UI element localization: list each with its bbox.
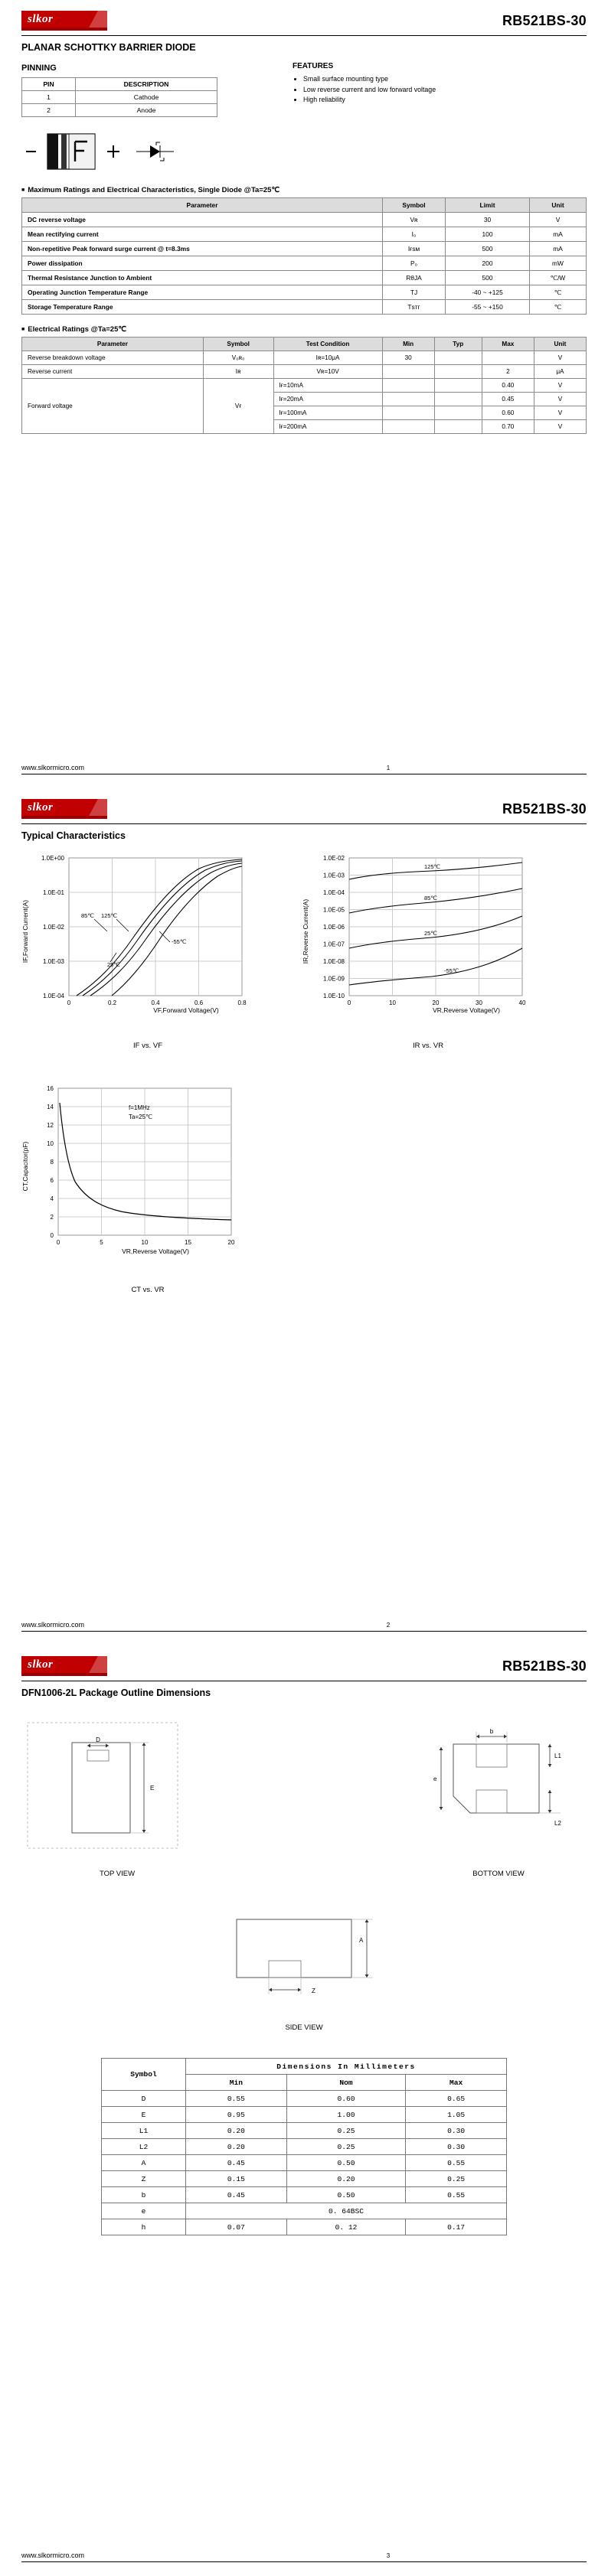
col-symbol: Symbol	[383, 198, 446, 213]
row-typ	[434, 420, 482, 434]
row-limit: 30	[446, 213, 530, 227]
dims-span-value: 0. 64BSC	[186, 2203, 507, 2219]
row-limit: -40 ~ +125	[446, 285, 530, 300]
row-unit: V	[534, 420, 586, 434]
package-symbol-svg	[21, 128, 274, 175]
page-3-footer	[21, 2552, 587, 2562]
footer-website: www.slkormicro.com	[21, 2552, 85, 2559]
side-view-block	[21, 1901, 587, 2032]
dims-min: 0.15	[186, 2171, 287, 2187]
svg-text:1.0E-01: 1.0E-01	[42, 889, 64, 896]
svg-text:IR,Reverse Current(A): IR,Reverse Current(A)	[302, 898, 309, 964]
row-typ	[434, 393, 482, 406]
table-row	[22, 365, 587, 379]
svg-text:L2: L2	[554, 1820, 561, 1827]
pin-1-desc: Cathode	[76, 91, 217, 104]
col-max: Max	[482, 337, 534, 351]
row-unit: V	[530, 213, 587, 227]
table-row	[102, 2187, 507, 2203]
row-parameter: Reverse breakdown voltage	[22, 351, 204, 365]
row-parameter: DC reverse voltage	[22, 213, 383, 227]
row-limit: 200	[446, 256, 530, 271]
svg-text:IF,Forward Current(A): IF,Forward Current(A)	[21, 899, 29, 964]
row-max: 0.45	[482, 393, 534, 406]
pinning-col-pin: PIN	[22, 78, 76, 91]
elec-ratings-heading: ■ Electrical Ratings @Ta=25℃	[21, 325, 587, 334]
col-min: Min	[382, 337, 434, 351]
row-symbol: TЈ	[383, 285, 446, 300]
side-view-drawing	[189, 1901, 419, 2016]
row-unit: ℃	[530, 300, 587, 315]
svg-text:2: 2	[50, 1214, 54, 1221]
table-row	[22, 300, 587, 315]
svg-text:Z: Z	[312, 1987, 315, 1994]
row-unit: mA	[530, 242, 587, 256]
dims-col-min: Min	[186, 2075, 287, 2091]
svg-text:8: 8	[50, 1159, 54, 1166]
logo-text: slkor	[28, 1658, 54, 1671]
dims-symbol: e	[102, 2203, 186, 2219]
electrical-ratings-table	[21, 337, 587, 434]
svg-text:15: 15	[185, 1239, 191, 1246]
svg-text:40: 40	[518, 999, 526, 1006]
svg-text:e: e	[433, 1775, 437, 1782]
svg-text:0.4: 0.4	[151, 999, 160, 1006]
row-min: 30	[382, 351, 434, 365]
page-2	[0, 788, 608, 1645]
dims-min: 0.07	[186, 2219, 287, 2235]
dims-symbol: L1	[102, 2123, 186, 2139]
row-unit: μA	[534, 365, 586, 379]
row-unit: mW	[530, 256, 587, 271]
row-symbol: V₀ʀ₀	[203, 351, 273, 365]
header-divider	[21, 823, 587, 824]
page-title: PLANAR SCHOTTKY BARRIER DIODE	[21, 42, 196, 53]
col-limit: Limit	[446, 198, 530, 213]
page-1-header	[21, 0, 587, 35]
page-1-footer	[21, 764, 587, 774]
logo-bar	[21, 1673, 107, 1676]
row-min	[382, 393, 434, 406]
row-max: 0.70	[482, 420, 534, 434]
svg-text:A: A	[359, 1937, 364, 1944]
dims-symbol: b	[102, 2187, 186, 2203]
header-divider	[21, 35, 587, 36]
pinning-column	[21, 60, 274, 175]
dims-min: 0.95	[186, 2107, 287, 2123]
chart-ir-vs-vr-svg	[302, 852, 554, 1029]
table-row	[102, 2091, 507, 2107]
row-typ	[434, 406, 482, 420]
table-row	[102, 2123, 507, 2139]
svg-text:125℃: 125℃	[424, 863, 440, 870]
row-parameter: Operating Junction Temperature Range	[22, 285, 383, 300]
table-row	[22, 91, 217, 104]
table-row	[22, 227, 587, 242]
page-3-header	[21, 1645, 587, 1681]
slkor-logo	[21, 799, 107, 819]
bottom-view-block	[410, 1717, 587, 1878]
svg-text:125℃: 125℃	[101, 912, 117, 919]
dimensions-table	[101, 2058, 507, 2235]
table-row	[22, 285, 587, 300]
pinning-table	[21, 77, 217, 117]
col-parameter: Parameter	[22, 198, 383, 213]
dims-symbol: h	[102, 2219, 186, 2235]
dims-max: 1.05	[406, 2107, 507, 2123]
chart-ct-vs-vr-caption: CT vs. VR	[131, 1286, 165, 1294]
svg-text:VR,Reverse Voltage(V): VR,Reverse Voltage(V)	[122, 1247, 189, 1255]
svg-text:5: 5	[100, 1239, 103, 1246]
top-view-block	[21, 1717, 213, 1878]
row-typ	[434, 365, 482, 379]
svg-text:1.0E-02: 1.0E-02	[322, 855, 345, 862]
dims-symbol: D	[102, 2091, 186, 2107]
table-header-row	[22, 198, 587, 213]
svg-text:10: 10	[47, 1140, 54, 1147]
svg-text:12: 12	[47, 1122, 54, 1129]
dims-nom: 0.50	[286, 2187, 405, 2203]
list-item: • Small surface mounting type	[303, 74, 587, 85]
col-parameter: Parameter	[22, 337, 204, 351]
table-row	[22, 379, 587, 393]
footer-website: www.slkormicro.com	[21, 1621, 85, 1629]
row-typ	[434, 351, 482, 365]
dims-nom: 0.25	[286, 2139, 405, 2155]
dims-group-header: Dimensions In Millimeters	[186, 2059, 507, 2075]
bottom-view-drawing	[410, 1717, 587, 1862]
svg-text:14: 14	[47, 1104, 54, 1110]
charts-row	[21, 852, 587, 1050]
table-row	[102, 2139, 507, 2155]
row-symbol: P₀	[383, 256, 446, 271]
dims-min: 0.45	[186, 2187, 287, 2203]
dims-min: 0.20	[186, 2139, 287, 2155]
chart-ir-vs-vr-caption: IR vs. VR	[412, 1042, 444, 1050]
col-typ: Typ	[434, 337, 482, 351]
svg-text:85℃: 85℃	[81, 912, 94, 919]
dims-max: 0.55	[406, 2187, 507, 2203]
chart-ct-vs-vr	[21, 1082, 274, 1294]
svg-text:1.0E-03: 1.0E-03	[42, 958, 64, 965]
col-unit: Unit	[534, 337, 586, 351]
chart-ct-vs-vr-svg	[21, 1082, 274, 1273]
row-unit: ℃/W	[530, 271, 587, 285]
svg-text:6: 6	[50, 1177, 54, 1184]
dims-nom: 0.20	[286, 2171, 405, 2187]
side-view-caption: SIDE VIEW	[285, 2023, 323, 2032]
row-min	[382, 420, 434, 434]
svg-text:1.0E+00: 1.0E+00	[41, 855, 64, 862]
row-parameter: Storage Temperature Range	[22, 300, 383, 315]
svg-text:E: E	[150, 1785, 155, 1792]
row-limit: -55 ~ +150	[446, 300, 530, 315]
row-symbol: RθЈА	[383, 271, 446, 285]
dims-col-max: Max	[406, 2075, 507, 2091]
logo-bar	[21, 28, 107, 31]
row-max: 0.40	[482, 379, 534, 393]
svg-text:30: 30	[476, 999, 482, 1006]
svg-text:D: D	[96, 1736, 100, 1743]
pinning-heading: PINNING	[21, 64, 57, 73]
svg-text:25℃: 25℃	[424, 930, 437, 937]
row-typ	[434, 379, 482, 393]
max-ratings-table	[21, 197, 587, 315]
row-unit: V	[534, 351, 586, 365]
svg-text:1.0E-10: 1.0E-10	[322, 993, 345, 999]
row-max: 0.60	[482, 406, 534, 420]
svg-text:1.0E-09: 1.0E-09	[322, 975, 345, 983]
dims-col-symbol: Symbol	[102, 2059, 186, 2091]
row-parameter: Power dissipation	[22, 256, 383, 271]
list-item: • Low reverse current and low forward voltage	[303, 85, 587, 96]
svg-text:1.0E-05: 1.0E-05	[322, 906, 345, 914]
dims-max: 0.55	[406, 2155, 507, 2171]
page-1	[0, 0, 608, 788]
row-min	[382, 365, 434, 379]
dims-min: 0.20	[186, 2123, 287, 2139]
row-unit: mA	[530, 227, 587, 242]
dims-nom: 1.00	[286, 2107, 405, 2123]
col-test-condition: Test Condition	[273, 337, 382, 351]
footer-page-number: 3	[386, 2552, 391, 2559]
table-row	[102, 2219, 507, 2235]
typical-characteristics-heading: Typical Characteristics	[21, 830, 126, 841]
row-condition: Iʀ=10μA	[273, 351, 382, 365]
list-item: • High reliability	[303, 95, 587, 106]
table-row	[22, 351, 587, 365]
pin-2-desc: Anode	[76, 104, 217, 117]
table-row	[22, 256, 587, 271]
svg-text:VR,Reverse Voltage(V): VR,Reverse Voltage(V)	[433, 1006, 500, 1014]
svg-text:10: 10	[389, 999, 396, 1006]
table-header-row	[102, 2059, 507, 2075]
dims-nom: 0. 12	[286, 2219, 405, 2235]
part-number-heading: RB521BS-30	[502, 12, 587, 28]
row-condition: Iғ=100mA	[273, 406, 382, 420]
dims-max: 0.30	[406, 2123, 507, 2139]
chart-if-vs-vf-caption: IF vs. VF	[133, 1042, 162, 1050]
features-list	[293, 74, 587, 106]
features-heading: FEATURES	[293, 62, 334, 70]
row-symbol: Vғ	[203, 379, 273, 434]
svg-text:-55℃: -55℃	[444, 967, 459, 974]
svg-text:-55℃: -55℃	[172, 938, 187, 945]
slkor-logo	[21, 11, 107, 31]
table-row	[102, 2155, 507, 2171]
pin-1-number: 1	[22, 91, 76, 104]
chart-ir-vs-vr	[302, 852, 554, 1050]
table-header-row	[22, 78, 217, 91]
svg-text:Ta=25℃: Ta=25℃	[129, 1114, 153, 1120]
dims-max: 0.17	[406, 2219, 507, 2235]
svg-text:85℃: 85℃	[424, 895, 437, 902]
table-row	[22, 242, 587, 256]
row-unit: V	[534, 379, 586, 393]
dims-max: 0.30	[406, 2139, 507, 2155]
dims-max: 0.25	[406, 2171, 507, 2187]
svg-text:4: 4	[50, 1195, 54, 1202]
row-parameter: Non-repetitive Peak forward surge current @ t=8.3ms	[22, 242, 383, 256]
svg-text:0.6: 0.6	[194, 999, 204, 1006]
footer-website: www.slkormicro.com	[21, 764, 85, 771]
row-min	[382, 406, 434, 420]
row-limit: 100	[446, 227, 530, 242]
dims-symbol: L2	[102, 2139, 186, 2155]
bottom-view-caption: BOTTOM VIEW	[472, 1870, 525, 1878]
max-ratings-heading: ■ Maximum Ratings and Electrical Characteristics, Single Diode @Ta=25℃	[21, 186, 587, 194]
row-limit: 500	[446, 242, 530, 256]
dims-symbol: E	[102, 2107, 186, 2123]
row-symbol: I₀	[383, 227, 446, 242]
row-parameter: Thermal Resistance Junction to Ambient	[22, 271, 383, 285]
row-symbol: Tѕтг	[383, 300, 446, 315]
dims-nom: 0.50	[286, 2155, 405, 2171]
table-row	[102, 2171, 507, 2187]
table-row	[102, 2107, 507, 2123]
pin-2-number: 2	[22, 104, 76, 117]
svg-text:0: 0	[67, 999, 71, 1006]
row-unit: ℃	[530, 285, 587, 300]
svg-text:10: 10	[141, 1239, 149, 1246]
svg-text:1.0E-03: 1.0E-03	[322, 872, 345, 879]
row-parameter-forward-voltage: Forward voltage	[22, 379, 204, 434]
row-limit: 500	[446, 271, 530, 285]
package-views-row	[21, 1717, 587, 1878]
chart-if-vs-vf	[21, 852, 274, 1050]
dims-symbol: Z	[102, 2171, 186, 2187]
svg-text:0: 0	[56, 1239, 60, 1246]
dims-nom: 0.25	[286, 2123, 405, 2139]
dims-nom: 0.60	[286, 2091, 405, 2107]
dims-col-nom: Nom	[286, 2075, 405, 2091]
svg-text:20: 20	[432, 999, 440, 1006]
svg-text:1.0E-04: 1.0E-04	[42, 993, 64, 999]
row-parameter: Reverse current	[22, 365, 204, 379]
svg-text:20: 20	[227, 1239, 235, 1246]
table-row	[22, 271, 587, 285]
row-max	[482, 351, 534, 365]
svg-text:0.2: 0.2	[107, 999, 117, 1006]
svg-text:1.0E-04: 1.0E-04	[322, 889, 345, 896]
svg-text:f=1MHz: f=1MHz	[129, 1104, 150, 1111]
row-min	[382, 379, 434, 393]
part-number-heading: RB521BS-30	[502, 1658, 587, 1674]
row-condition: Iғ=20mA	[273, 393, 382, 406]
svg-text:b: b	[489, 1728, 494, 1735]
svg-text:0: 0	[347, 999, 351, 1006]
page-3	[0, 1645, 608, 2576]
row-unit: V	[534, 393, 586, 406]
part-number-heading: RB521BS-30	[502, 801, 587, 817]
row-symbol: Iʀ	[203, 365, 273, 379]
footer-page-number: 2	[386, 1622, 391, 1629]
row-symbol: Vʀ	[383, 213, 446, 227]
page-2-header	[21, 788, 587, 823]
col-symbol: Symbol	[203, 337, 273, 351]
table-row	[102, 2203, 507, 2219]
svg-text:1.0E-08: 1.0E-08	[322, 958, 345, 965]
features-column	[293, 60, 587, 175]
row-condition: Iғ=10mA	[273, 379, 382, 393]
svg-text:CT,Capacitor(pF): CT,Capacitor(pF)	[21, 1141, 29, 1192]
footer-page-number: 1	[386, 765, 391, 771]
top-view-caption: TOP VIEW	[99, 1870, 136, 1878]
logo-bar	[21, 816, 107, 819]
svg-text:1.0E-02: 1.0E-02	[42, 924, 64, 931]
col-unit: Unit	[530, 198, 587, 213]
svg-text:0: 0	[50, 1232, 54, 1239]
dims-min: 0.55	[186, 2091, 287, 2107]
table-row	[22, 213, 587, 227]
logo-text: slkor	[28, 801, 54, 814]
slkor-logo	[21, 1656, 107, 1676]
page-2-footer	[21, 1621, 587, 1632]
table-header-row	[22, 337, 587, 351]
chart-if-vs-vf-svg	[21, 852, 274, 1029]
row-max: 2	[482, 365, 534, 379]
row-parameter: Mean rectifying current	[22, 227, 383, 242]
table-row	[22, 104, 217, 117]
row-condition: Iғ=200mA	[273, 420, 382, 434]
dims-max: 0.65	[406, 2091, 507, 2107]
top-view-drawing	[21, 1717, 213, 1862]
svg-text:1.0E-06: 1.0E-06	[322, 924, 345, 931]
row-unit: V	[534, 406, 586, 420]
dims-min: 0.45	[186, 2155, 287, 2171]
pinning-col-description: DESCRIPTION	[76, 78, 217, 91]
row-condition: Vʀ=10V	[273, 365, 382, 379]
svg-text:VF,Forward Voltage(V): VF,Forward Voltage(V)	[153, 1006, 219, 1014]
svg-text:16: 16	[47, 1085, 54, 1092]
dims-symbol: A	[102, 2155, 186, 2171]
package-and-symbol-drawing	[21, 128, 274, 175]
svg-text:0.8: 0.8	[237, 999, 247, 1006]
svg-text:L1: L1	[554, 1753, 561, 1759]
svg-text:1.0E-07: 1.0E-07	[322, 941, 345, 948]
package-outline-heading: DFN1006-2L Package Outline Dimensions	[21, 1687, 211, 1698]
svg-text:25℃: 25℃	[107, 961, 120, 968]
pinning-features-block	[21, 60, 587, 175]
row-symbol: Iғѕм	[383, 242, 446, 256]
logo-text: slkor	[28, 13, 54, 25]
